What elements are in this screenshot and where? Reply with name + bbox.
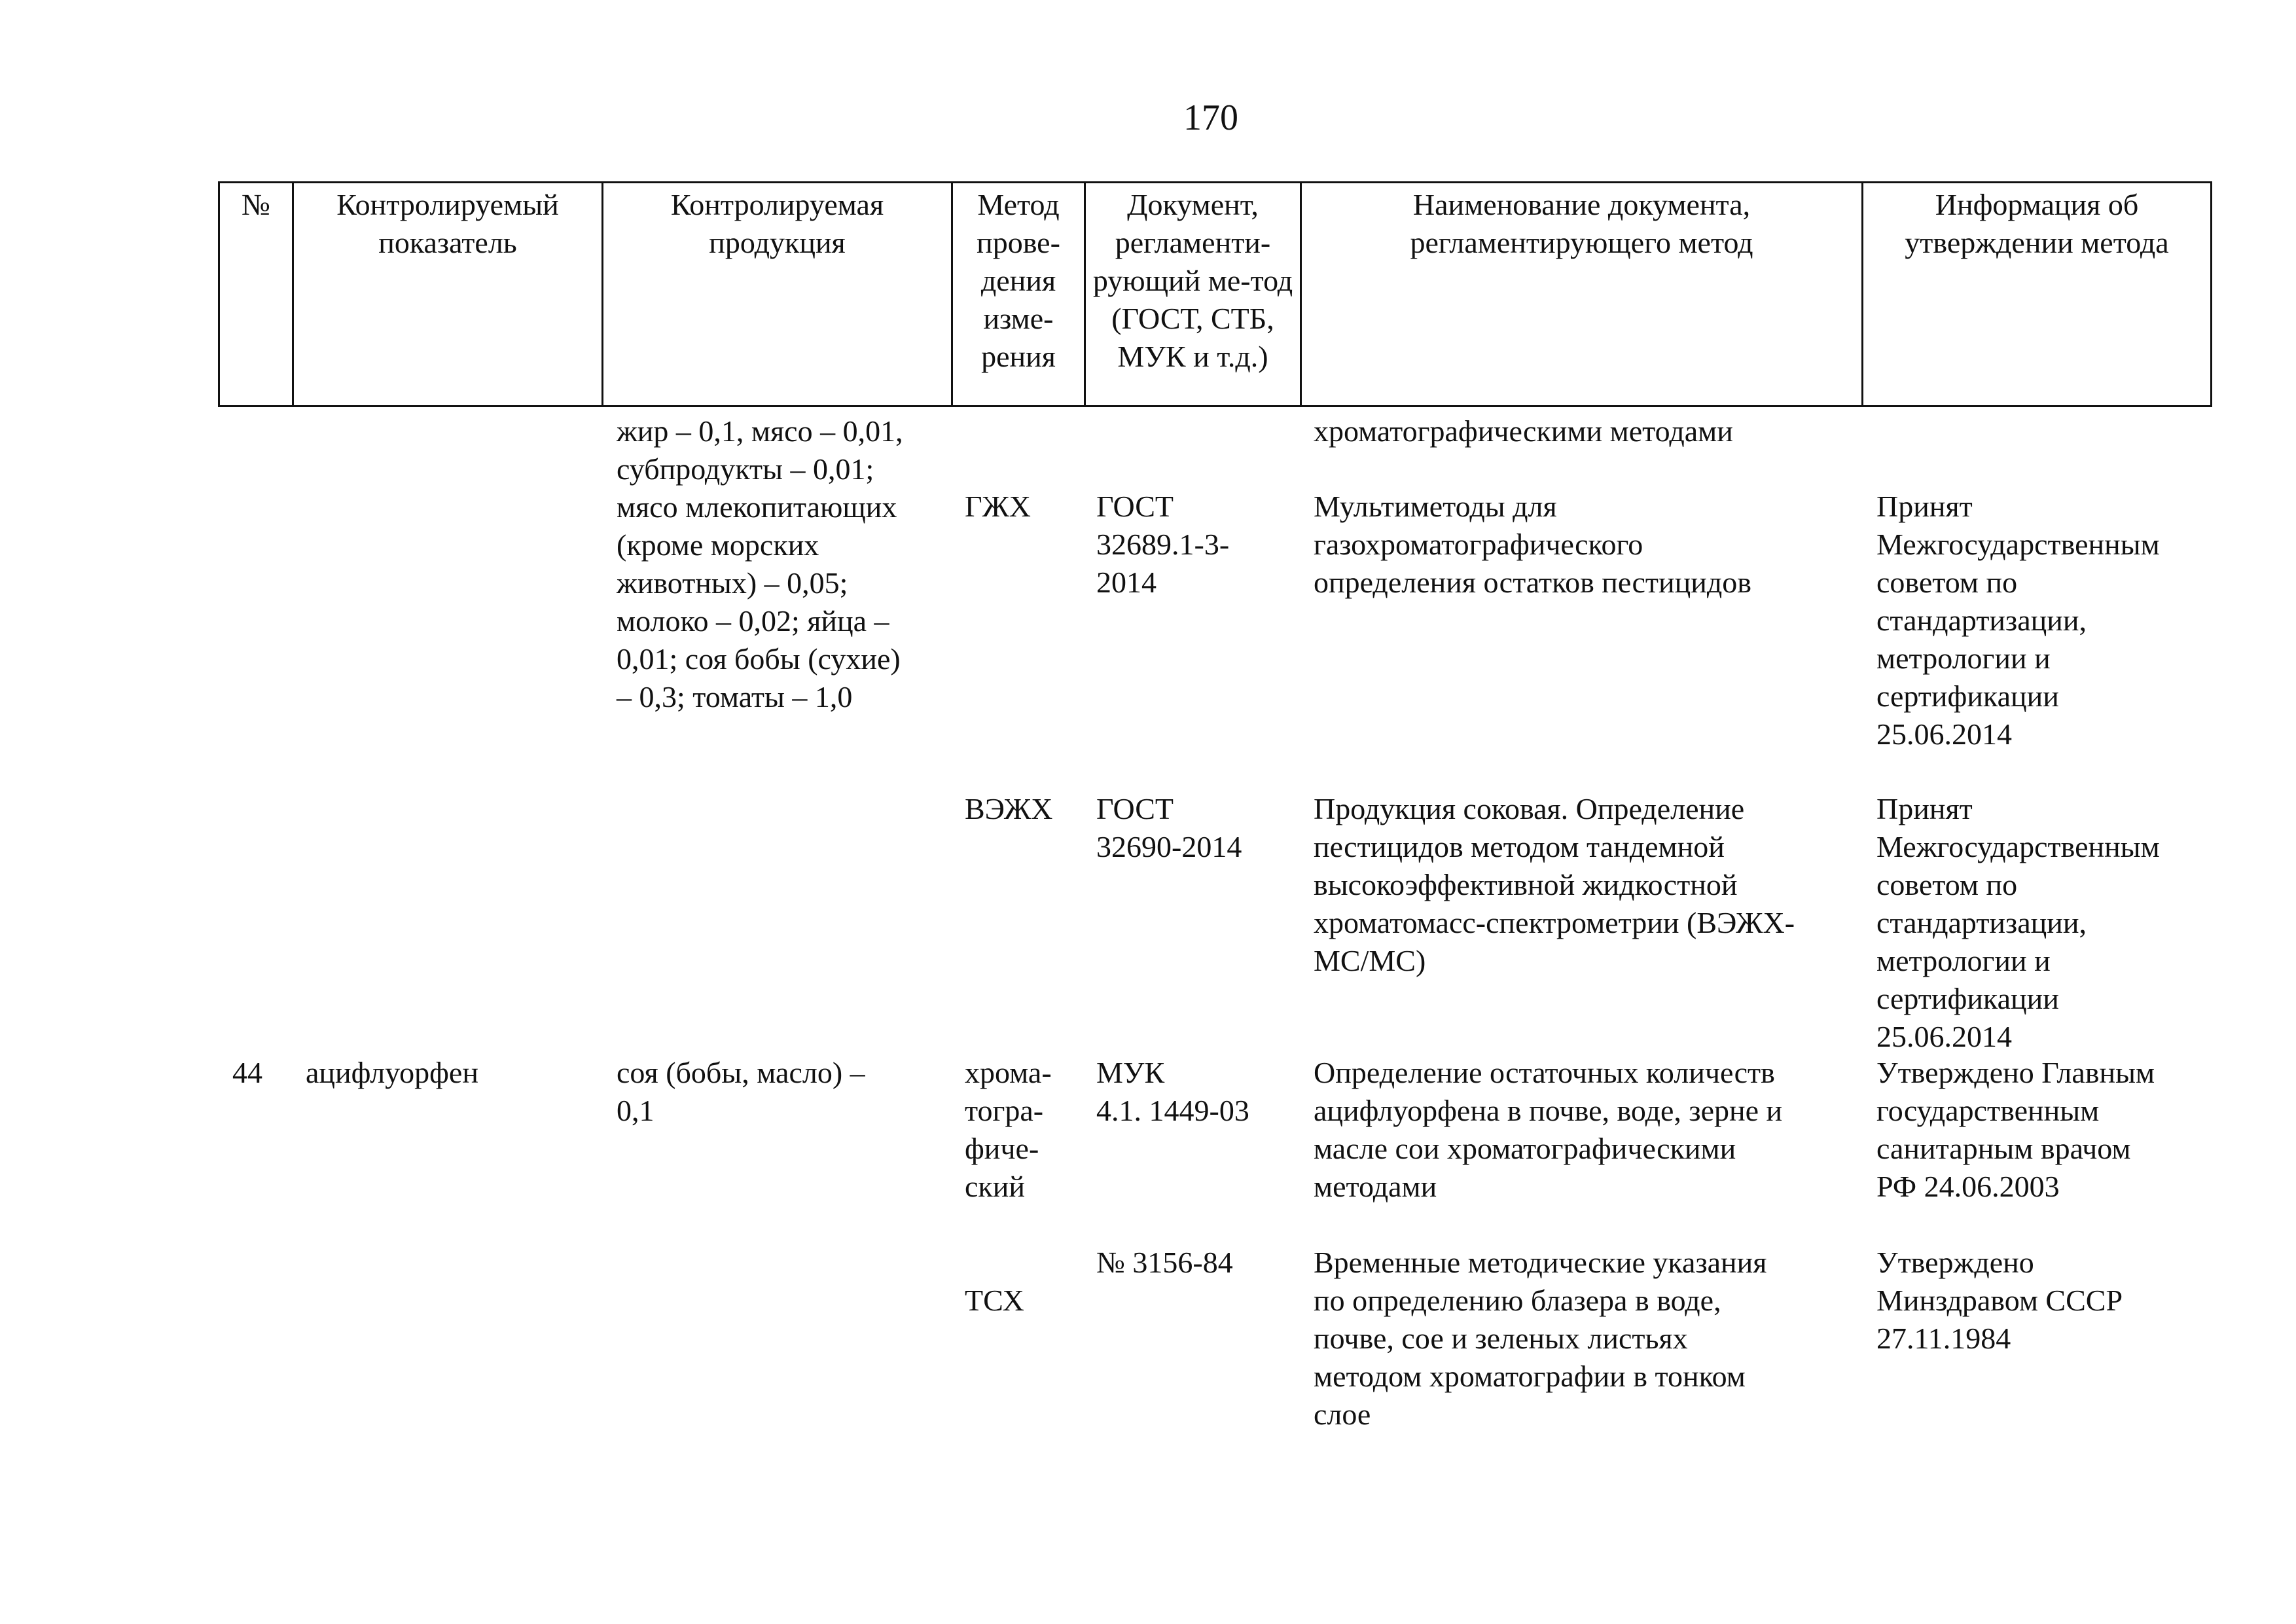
header-approval: Информация об утверждении метода xyxy=(1863,183,2212,406)
page-number: 170 xyxy=(1183,98,1238,138)
tskh-method: ТСХ xyxy=(965,1284,1024,1317)
header-document: Документ, регламенти-рующий ме-тод (ГОСТ, СТБ, МУК и т.д.) xyxy=(1085,183,1301,406)
gzhkh-method: ГЖХ xyxy=(965,490,1031,523)
continuation-product: жир – 0,1, мясо – 0,01, субпродукты – 0,01; мясо млекопитающих (кроме морских животных) – 0,05; молоко – 0,02; яйца – 0,01; соя бобы (сухие) – 0,3; томаты – 1,0 xyxy=(617,414,903,713)
row44-doc-name: Определение остаточных количеств ацифлуорфена в почве, воде, зерне и масле сои хроматографическими методами xyxy=(1314,1056,1783,1203)
table-header xyxy=(218,181,2212,407)
header-indicator: Контролируемый показатель xyxy=(293,183,603,406)
gzhkh-doc-name: Мультиметоды для газохроматографического определения остатков пестицидов xyxy=(1314,490,1751,599)
row44-product: соя (бобы, масло) – 0,1 xyxy=(617,1056,865,1127)
row44-document: МУК 4.1. 1449-03 xyxy=(1096,1056,1249,1127)
row44-method: хрома- тогра- фиче- ский xyxy=(965,1056,1052,1203)
continuation-doc-name: хроматографическими методами xyxy=(1314,414,1733,448)
vezhkh-doc-name: Продукция соковая. Определение пестицидов методом тандемной высокоэффективной жидкостной хроматомасс-спектрометрии (ВЭЖХ- МС/МС) xyxy=(1314,792,1795,977)
gzhkh-document: ГОСТ 32689.1-3- 2014 xyxy=(1096,490,1230,599)
tskh-document: № 3156-84 xyxy=(1096,1246,1233,1279)
header-product: Контролируемая продукция xyxy=(603,183,952,406)
vezhkh-method: ВЭЖХ xyxy=(965,792,1053,825)
tskh-doc-name: Временные методические указания по определению блазера в воде, почве, сое и зеленых листьях методом хроматографии в тонком слое xyxy=(1314,1246,1767,1431)
gzhkh-approval: Принят Межгосударственным советом по стандартизации, метрологии и сертификации 25.06.2014 xyxy=(1876,490,2160,751)
header-no: № xyxy=(219,183,293,406)
row44-indicator: ацифлуорфен xyxy=(306,1056,478,1089)
header-method: Метод прове-дения изме-рения xyxy=(952,183,1085,406)
vezhkh-document: ГОСТ 32690-2014 xyxy=(1096,792,1242,863)
vezhkh-approval: Принят Межгосударственным советом по стандартизации, метрологии и сертификации 25.06.2014 xyxy=(1876,792,2160,1053)
tskh-approval: Утверждено Минздравом СССР 27.11.1984 xyxy=(1876,1246,2123,1355)
row44-no: 44 xyxy=(232,1056,262,1089)
row44-approval: Утверждено Главным государственным санитарным врачом РФ 24.06.2003 xyxy=(1876,1056,2155,1203)
header-doc-name: Наименование документа, регламентирующего метод xyxy=(1301,183,1863,406)
